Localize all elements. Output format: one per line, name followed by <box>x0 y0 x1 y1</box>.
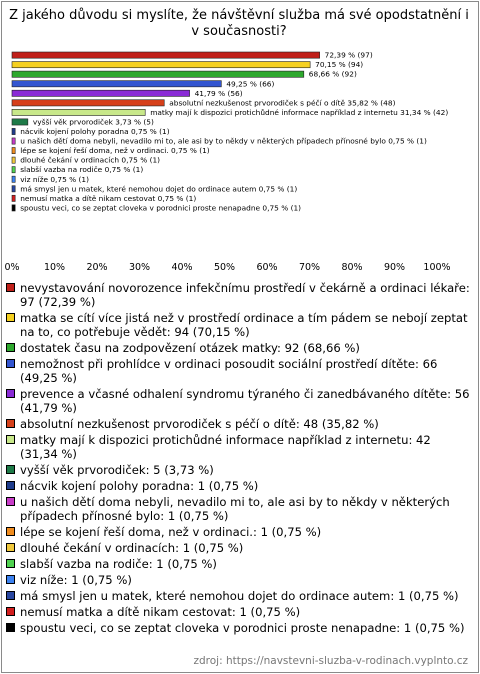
legend-swatch <box>6 481 15 490</box>
legend-item <box>6 281 470 309</box>
legend-item <box>6 573 470 587</box>
bar-label-10: lépe se kojení řeší doma, než v ordinaci. 0,75 % (1) <box>20 146 210 156</box>
legend-item <box>6 417 470 431</box>
legend-label: dlouhé čekání v ordinacích: 1 (0,75 %) <box>20 541 244 555</box>
source-note: zdroj: https://navstevni-sluzba-v-rodinach.vyplnto.cz <box>193 655 468 667</box>
bar-13 <box>12 176 15 182</box>
chart-title: Z jakého důvodu si myslíte, že návštěvní služba má své opodstatnění i v současnosti? <box>9 8 469 39</box>
bar-chart <box>0 0 480 280</box>
legend-item <box>6 541 470 555</box>
x-tick-label-7: 70% <box>298 262 321 273</box>
legend-swatch <box>6 435 15 444</box>
bar-2 <box>12 71 304 77</box>
bar-label-6: matky mají k dispozici protichůdné informace například z internetu 31,34 % (42) <box>150 107 449 117</box>
legend-swatch <box>6 623 15 632</box>
legend-swatch <box>6 283 15 292</box>
legend-item <box>6 621 470 635</box>
x-tick-label-5: 50% <box>213 262 236 273</box>
bar-label-15: nemusí matka a dítě nikam cestovat 0,75 % (1) <box>20 193 197 203</box>
legend-item <box>6 463 470 477</box>
legend-label: matky mají k dispozici protichůdné informace například z internetu: 42 (31,34 %) <box>20 433 431 461</box>
bar-4 <box>12 90 190 96</box>
legend-item <box>6 525 470 539</box>
bar-label-14: má smysl jen u matek, které nemohou dojet do ordinace autem 0,75 % (1) <box>20 184 298 194</box>
legend-swatch <box>6 343 15 352</box>
bar-label-0: 72,39 % (97) <box>324 50 373 60</box>
bar-15 <box>12 195 15 201</box>
legend-label: má smysl jen u matek, které nemohou dojet do ordinace autem: 1 (0,75 %) <box>20 589 459 603</box>
legend-swatch <box>6 575 15 584</box>
bar-7 <box>12 119 28 125</box>
bar-label-4: 41,79 % (56) <box>194 88 243 98</box>
legend-item <box>6 589 470 603</box>
bar-label-13: viz níže 0,75 % (1) <box>20 174 90 184</box>
legend-swatch <box>6 313 15 322</box>
bar-9 <box>12 138 15 144</box>
legend-item <box>6 557 470 571</box>
legend-label: viz níže: 1 (0,75 %) <box>20 573 132 587</box>
bar-label-5: absolutní nezkušenost prvorodiček s péčí o dítě 35,82 % (48) <box>169 98 396 108</box>
bar-11 <box>12 157 15 163</box>
bar-0 <box>12 52 320 58</box>
legend-label: vyšší věk prvorodiček: 5 (3,73 %) <box>20 463 214 477</box>
bar-label-2: 68,66 % (92) <box>308 69 357 79</box>
bar-label-11: dlouhé čekání v ordinacích 0,75 % (1) <box>20 155 161 165</box>
legend-label: lépe se kojení řeší doma, než v ordinaci.: 1 (0,75 %) <box>20 525 322 539</box>
x-tick-label-0: 0% <box>4 262 20 273</box>
legend-item <box>6 341 470 355</box>
x-tick-label-1: 10% <box>43 262 66 273</box>
legend-item <box>6 311 470 339</box>
bar-1 <box>12 62 310 68</box>
legend-swatch <box>6 497 15 506</box>
legend-swatch <box>6 465 15 474</box>
legend-swatch <box>6 389 15 398</box>
bar-label-1: 70,15 % (94) <box>315 60 364 70</box>
legend-label: nevystavování novorozence infekčnímu prostředí v čekárně a ordinaci lékaře: 97 (72,39 %) <box>20 281 470 309</box>
x-tick-label-10: 100% <box>423 262 451 273</box>
legend-swatch <box>6 527 15 536</box>
bar-12 <box>12 167 15 173</box>
legend-label: absolutní nezkušenost prvorodiček s péčí o dítě: 48 (35,82 %) <box>20 417 379 431</box>
legend-label: nemožnost při prohlídce v ordinaci posoudit sociální prostředí dítěte: 66 (49,25 %) <box>20 357 438 385</box>
x-tick-label-6: 60% <box>256 262 278 273</box>
legend-label: nemusí matka a dítě nikam cestovat: 1 (0,75 %) <box>20 605 301 619</box>
bar-10 <box>12 148 15 154</box>
legend-label: slabší vazba na rodiče: 1 (0,75 %) <box>20 557 217 571</box>
legend-label: matka se cítí více jistá než v prostředí ordinace a tím pádem se nebojí zeptat na to, co potřebuje vědět: 94 (70,15 %) <box>20 311 468 339</box>
legend-label: nácvik kojení polohy poradna: 1 (0,75 %) <box>20 479 259 493</box>
legend-item <box>6 605 470 619</box>
legend-label: u našich dětí doma nebyli, nevadilo mi to, ale asi by to někdy v některých případech přínosné bylo: 1 (0,75 %) <box>20 495 450 523</box>
legend-swatch <box>6 543 15 552</box>
bar-label-7: vyšší věk prvorodiček 3,73 % (5) <box>32 117 154 127</box>
legend-label: prevence a včasné odhalení syndromu týraného či zanedbávaného dítěte: 56 (41,79 %) <box>20 387 470 415</box>
legend-swatch <box>6 559 15 568</box>
legend-item <box>6 495 470 523</box>
legend-label: dostatek času na zodpovězení otázek matky: 92 (68,66 %) <box>20 341 360 355</box>
x-tick-label-4: 40% <box>171 262 193 273</box>
bar-14 <box>12 186 15 192</box>
bar-label-3: 49,25 % (66) <box>226 79 275 89</box>
legend-item <box>6 357 470 385</box>
legend-item <box>6 479 470 493</box>
bar-label-9: u našich dětí doma nebyli, nevadilo mi to, ale asi by to někdy v některých případech přínosné bylo 0,75 % (1) <box>20 136 427 146</box>
bar-8 <box>12 128 15 134</box>
bar-3 <box>12 81 221 87</box>
legend <box>6 281 470 637</box>
bar-6 <box>12 109 145 115</box>
legend-swatch <box>6 359 15 368</box>
x-tick-label-8: 80% <box>341 262 363 273</box>
bar-label-16: spoustu veci, co se zeptat cloveka v porodnici proste nenapadne 0,75 % (1) <box>20 203 302 213</box>
legend-item <box>6 433 470 461</box>
legend-label: spoustu veci, co se zeptat cloveka v porodnici proste nenapadne: 1 (0,75 %) <box>20 621 465 635</box>
x-tick-label-3: 30% <box>128 262 151 273</box>
bar-label-12: slabší vazba na rodiče 0,75 % (1) <box>20 165 144 175</box>
bar-16 <box>12 205 15 211</box>
legend-swatch <box>6 591 15 600</box>
legend-swatch <box>6 607 15 616</box>
legend-swatch <box>6 419 15 428</box>
bar-5 <box>12 100 164 106</box>
bar-label-8: nácvik kojení polohy poradna 0,75 % (1) <box>20 127 170 136</box>
legend-item <box>6 387 470 415</box>
x-tick-label-9: 90% <box>383 262 406 273</box>
x-tick-label-2: 20% <box>86 262 108 273</box>
